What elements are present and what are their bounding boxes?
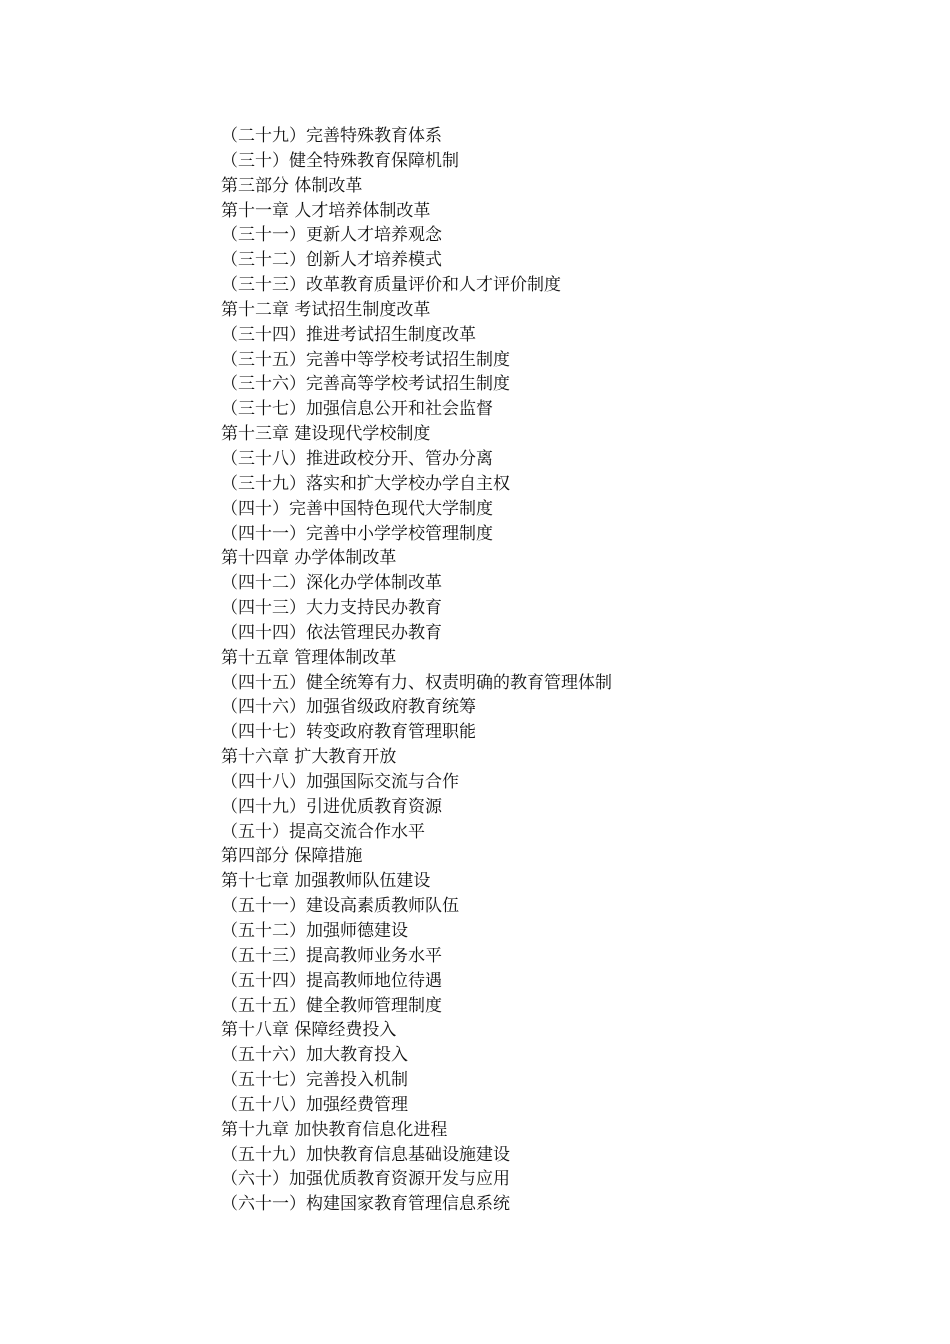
toc-section-item: （四十）完善中国特色现代大学制度	[221, 498, 493, 519]
toc-chapter-heading: 第十三章 建设现代学校制度	[221, 424, 431, 445]
toc-section-item: （四十八）加强国际交流与合作	[221, 771, 459, 792]
toc-section-item: （四十三）大力支持民办教育	[221, 598, 442, 619]
toc-section-item: （五十六）加大教育投入	[221, 1045, 408, 1066]
toc-section-item: （五十）提高交流合作水平	[221, 821, 425, 842]
toc-section-item: （六十一）构建国家教育管理信息系统	[221, 1194, 510, 1215]
toc-chapter-heading: 第十一章 人才培养体制改革	[221, 200, 431, 221]
toc-section-item: （五十九）加快教育信息基础设施建设	[221, 1144, 510, 1165]
toc-section-item: （五十四）提高教师地位待遇	[221, 970, 442, 991]
toc-section-item: （五十三）提高教师业务水平	[221, 945, 442, 966]
toc-section-item: （四十二）深化办学体制改革	[221, 573, 442, 594]
toc-chapter-heading: 第十七章 加强教师队伍建设	[221, 871, 431, 892]
toc-section-item: （二十九）完善特殊教育体系	[221, 126, 442, 146]
toc-chapter-heading: 第十八章 保障经费投入	[221, 1020, 397, 1041]
toc-section-item: （五十五）健全教师管理制度	[221, 995, 442, 1016]
table-of-contents	[221, 124, 612, 1217]
toc-section-item: （五十七）完善投入机制	[221, 1070, 408, 1091]
toc-section-item: （五十一）建设高素质教师队伍	[221, 896, 459, 917]
toc-section-item: （三十五）完善中等学校考试招生制度	[221, 349, 510, 370]
toc-section-item: （三十四）推进考试招生制度改革	[221, 324, 476, 345]
toc-chapter-heading: 第十五章 管理体制改革	[221, 647, 397, 668]
toc-section-item: （三十七）加强信息公开和社会监督	[221, 399, 493, 420]
toc-section-item: （三十）健全特殊教育保障机制	[221, 150, 459, 171]
toc-chapter-heading: 第十六章 扩大教育开放	[221, 747, 397, 768]
toc-part-heading: 第四部分 保障措施	[221, 846, 363, 867]
toc-section-item: （四十六）加强省级政府教育统筹	[221, 697, 476, 718]
toc-section-item: （四十五）健全统筹有力、权责明确的教育管理体制	[221, 672, 612, 693]
toc-section-item: （五十二）加强师德建设	[221, 921, 408, 941]
toc-section-item: （三十一）更新人才培养观念	[221, 225, 442, 246]
toc-section-item: （六十）加强优质教育资源开发与应用	[221, 1169, 510, 1190]
toc-section-item: （四十四）依法管理民办教育	[221, 622, 442, 643]
toc-section-item: （三十三）改革教育质量评价和人才评价制度	[221, 275, 561, 296]
toc-section-item: （四十九）引进优质教育资源	[221, 796, 442, 817]
toc-chapter-heading: 第十九章 加快教育信息化进程	[221, 1119, 448, 1140]
toc-section-item: （四十一）完善中小学学校管理制度	[221, 523, 493, 544]
toc-chapter-heading: 第十四章 办学体制改革	[221, 548, 397, 569]
toc-section-item: （三十九）落实和扩大学校办学自主权	[221, 473, 510, 494]
toc-section-item: （三十六）完善高等学校考试招生制度	[221, 374, 510, 395]
toc-section-item: （三十八）推进政校分开、管办分离	[221, 448, 493, 469]
toc-section-item: （三十二）创新人才培养模式	[221, 250, 442, 271]
toc-section-item: （四十七）转变政府教育管理职能	[221, 722, 476, 743]
toc-part-heading: 第三部分 体制改革	[221, 175, 363, 196]
toc-chapter-heading: 第十二章 考试招生制度改革	[221, 299, 431, 320]
toc-section-item: （五十八）加强经费管理	[221, 1094, 408, 1115]
